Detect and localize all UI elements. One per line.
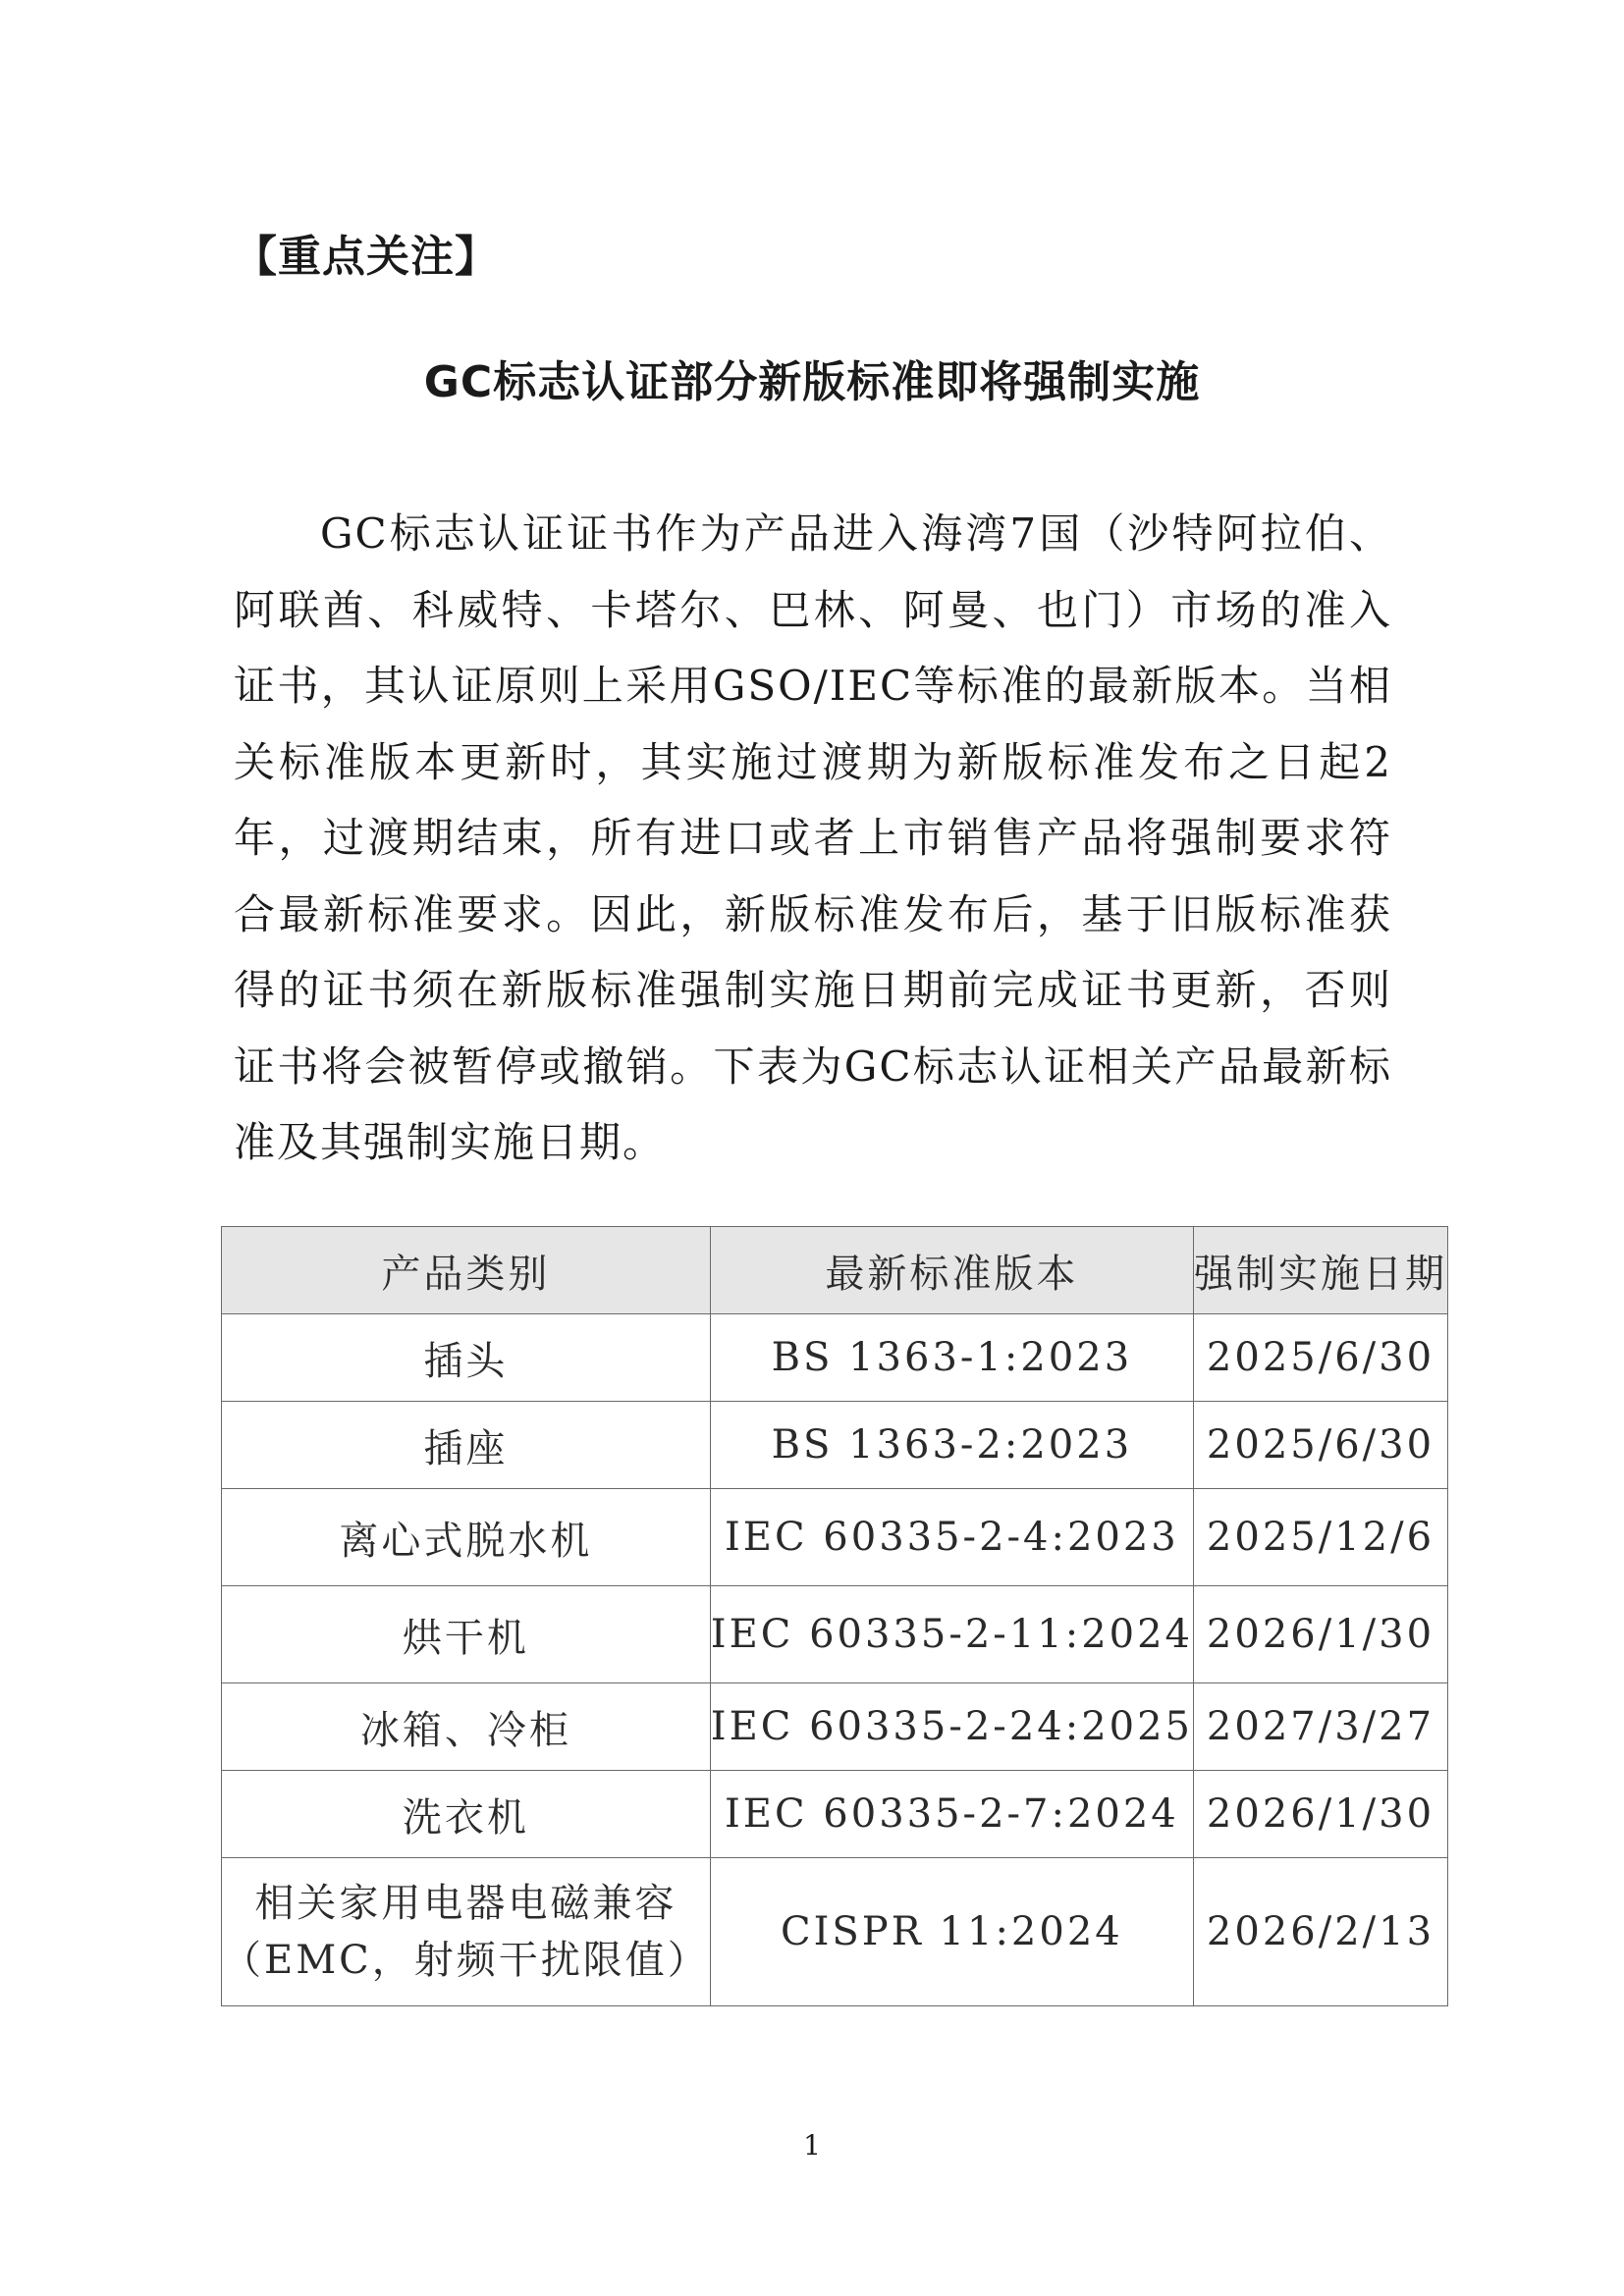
- cell-standard: BS 1363-1:2023: [710, 1314, 1193, 1402]
- header-mandatory-date: 强制实施日期: [1193, 1227, 1447, 1314]
- cell-date: 2027/3/27: [1193, 1683, 1447, 1771]
- table-header-row: [222, 1227, 1448, 1314]
- cell-date: 2026/2/13: [1193, 1858, 1447, 2006]
- cell-standard: BS 1363-2:2023: [710, 1402, 1193, 1489]
- cell-category: 插头: [222, 1314, 711, 1402]
- cell-standard: IEC 60335-2-24:2025: [710, 1683, 1193, 1771]
- table-row: [222, 1314, 1448, 1402]
- cell-standard: IEC 60335-2-7:2024: [710, 1771, 1193, 1858]
- cell-standard: IEC 60335-2-11:2024: [710, 1586, 1193, 1683]
- cell-standard: CISPR 11:2024: [710, 1858, 1193, 2006]
- table-row: [222, 1586, 1448, 1683]
- header-product-category: 产品类别: [222, 1227, 711, 1314]
- cell-date: 2025/12/6: [1193, 1489, 1447, 1586]
- cell-date: 2026/1/30: [1193, 1771, 1447, 1858]
- cell-category-line1: 相关家用电器电磁兼容: [254, 1881, 677, 1926]
- table-row: [222, 1402, 1448, 1489]
- cell-category: 烘干机: [222, 1586, 711, 1683]
- cell-date: 2026/1/30: [1193, 1586, 1447, 1683]
- cell-category: [222, 1858, 711, 2006]
- standards-table: [221, 1226, 1448, 2006]
- cell-standard: IEC 60335-2-4:2023: [710, 1489, 1193, 1586]
- table-row: [222, 1489, 1448, 1586]
- cell-category: 冰箱、冷柜: [222, 1683, 711, 1771]
- article-title: GC标志认证部分新版标准即将强制实施: [423, 357, 1201, 407]
- cell-category-line2: （EMC，射频干扰限值）: [222, 1938, 710, 1983]
- page-number: 1: [803, 2129, 821, 2162]
- header-latest-standard: 最新标准版本: [710, 1227, 1193, 1314]
- table-row: [222, 1683, 1448, 1771]
- cell-date: 2025/6/30: [1193, 1314, 1447, 1402]
- cell-date: 2025/6/30: [1193, 1402, 1447, 1489]
- table-row: [222, 1771, 1448, 1858]
- cell-category: 离心式脱水机: [222, 1489, 711, 1586]
- body-paragraph: GC标志认证证书作为产品进入海湾7国（沙特阿拉伯、阿联酋、科威特、卡塔尔、巴林、阿曼、也门）市场的准入证书，其认证原则上采用GSO/IEC等标准的最新版本。当相关标准版本更新时，其实施过渡期为新版标准发布之日起2年，过渡期结束，所有进口或者上市销售产品将强制要求符合最新标准要求。因此，新版标准发布后，基于旧版标准获得的证书须在新版标准强制实施日期前完成证书更新，否则证书将会被暂停或撤销。下表为GC标志认证相关产品最新标准及其强制实施日期。: [234, 509, 1392, 1166]
- table-row: [222, 1858, 1448, 2006]
- section-tag: 【重点关注】: [234, 232, 499, 282]
- cell-category: 插座: [222, 1402, 711, 1489]
- cell-category: 洗衣机: [222, 1771, 711, 1858]
